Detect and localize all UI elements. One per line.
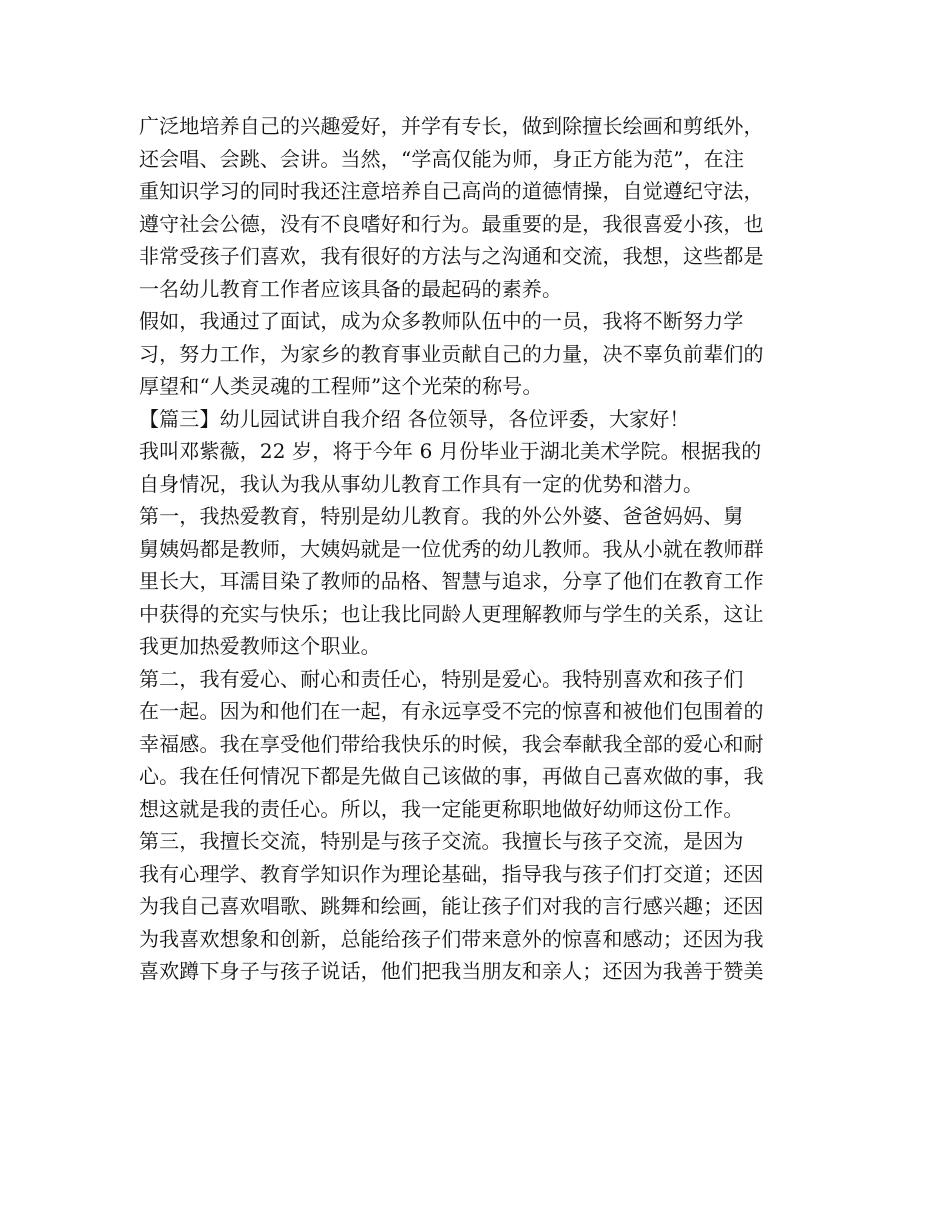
text-line: 遵守社会公德，没有不良嗜好和行为。最重要的是，我很喜爱小孩，也 (139, 211, 764, 236)
text-line: 第一，我热爱教育，特别是幼儿教育。我的外公外婆、爸爸妈妈、舅 (139, 504, 744, 528)
text-line: 心。我在任何情况下都是先做自己该做的事，再做自己喜欢做的事，我 (139, 764, 764, 788)
text-line: 重知识学习的同时我还注意培养自己高尚的道德情操，自觉遵纪守法， (139, 179, 764, 203)
section-heading-line: 【篇三】幼儿园试讲自我介绍 各位领导，各位评委，大家好！ (139, 406, 690, 431)
text-line: 厚望和“人类灵魂的工程师”这个光荣的称号。 (139, 374, 543, 398)
text-line: 我叫邓紫薇，22 岁，将于今年 6 月份毕业于湖北美术学院。根据我的 (139, 439, 762, 463)
text-line: 自身情况，我认为我从事幼儿教育工作具有一定的优势和潜力。 (139, 471, 704, 496)
text-line: 我有心理学、教育学知识作为理论基础，指导我与孩子们打交道；还因 (139, 861, 764, 886)
text-line: 假如，我通过了面试，成为众多教师队伍中的一员，我将不断努力学 (139, 309, 744, 333)
text-line: 第二，我有爱心、耐心和责任心，特别是爱心。我特别喜欢和孩子们 (139, 666, 744, 691)
text-line: 想这就是我的责任心。所以，我一定能更称职地做好幼师这份工作。 (139, 796, 744, 821)
text-line: 喜欢蹲下身子与孩子说话，他们把我当朋友和亲人；还因为我善于赞美 (139, 959, 764, 983)
text-line: 第三，我擅长交流，特别是与孩子交流。我擅长与孩子交流，是因为 (139, 829, 744, 853)
document-body (139, 110, 815, 988)
text-line: 还会唱、会跳、会讲。当然，“学高仅能为师，身正方能为范”，在注 (139, 146, 745, 171)
text-line: 为我喜欢想象和创新，总能给孩子们带来意外的惊喜和感动；还因为我 (139, 926, 764, 951)
text-line: 一名幼儿教育工作者应该具备的最起码的素养。 (139, 276, 563, 301)
text-line: 中获得的充实与快乐；也让我比同龄人更理解教师与学生的关系，这让 (139, 601, 764, 626)
text-line: 在一起。因为和他们在一起，有永远享受不完的惊喜和被他们包围着的 (139, 699, 764, 723)
text-line: 幸福感。我在享受他们带给我快乐的时候，我会奉献我全部的爱心和耐 (139, 731, 764, 756)
text-line: 里长大，耳濡目染了教师的品格、智慧与追求，分享了他们在教育工作 (139, 569, 764, 593)
text-line: 舅姨妈都是教师，大姨妈就是一位优秀的幼儿教师。我从小就在教师群 (139, 536, 764, 561)
text-line: 我更加热爱教师这个职业。 (139, 634, 381, 658)
text-line: 习，努力工作，为家乡的教育事业贡献自己的力量，决不辜负前辈们的 (139, 341, 764, 366)
text-line: 广泛地培养自己的兴趣爱好，并学有专长，做到除擅长绘画和剪纸外， (139, 114, 764, 138)
text-line: 非常受孩子们喜欢，我有很好的方法与之沟通和交流，我想，这些都是 (139, 244, 764, 268)
text-line: 为我自己喜欢唱歌、跳舞和绘画，能让孩子们对我的言行感兴趣；还因 (139, 894, 764, 918)
